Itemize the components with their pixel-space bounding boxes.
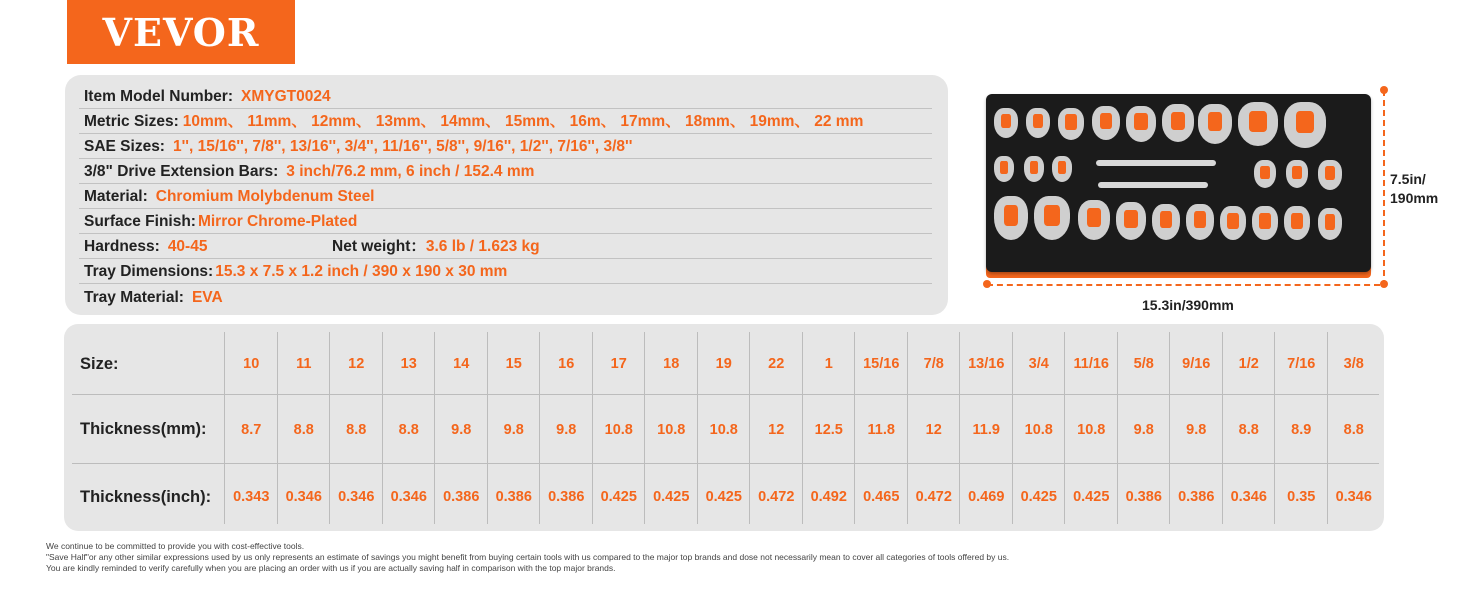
spec-value: 3 inch/76.2 mm, 6 inch / 152.4 mm — [286, 163, 535, 180]
thickness-mm-cell: 10.8 — [657, 422, 686, 438]
extension-bar-icon — [1096, 160, 1216, 166]
net-weight-value: 3.6 lb / 1.623 kg — [425, 238, 540, 255]
wrench-icon — [1026, 108, 1050, 138]
size-thickness-table — [64, 324, 1384, 531]
spec-row-surface-finish — [79, 209, 932, 234]
size-column — [592, 332, 646, 524]
thickness-mm-cell: 8.9 — [1291, 422, 1312, 438]
wrench-icon — [1254, 160, 1276, 188]
spec-value: Mirror Chrome-Plated — [197, 213, 358, 230]
thickness-inch-cell: 0.343 — [233, 489, 270, 505]
wrench-icon — [1024, 156, 1044, 182]
size-cell: 11/16 — [1073, 356, 1109, 372]
size-cell: 7/8 — [923, 356, 944, 372]
size-cell: 15/16 — [863, 356, 900, 372]
wrench-icon — [1186, 204, 1214, 240]
net-weight — [332, 234, 540, 256]
size-cell: 22 — [768, 356, 785, 372]
thickness-mm-cell: 12.5 — [814, 422, 843, 438]
wrench-icon — [1318, 208, 1342, 240]
spec-label: Tray Dimensions: — [84, 263, 214, 280]
thickness-inch-cell: 0.492 — [810, 489, 847, 505]
thickness-inch-cell: 0.425 — [705, 489, 742, 505]
size-column — [959, 332, 1013, 524]
spec-label: 3/8" Drive Extension Bars: — [84, 163, 279, 180]
size-column — [1012, 332, 1066, 524]
size-column — [277, 332, 331, 524]
thickness-inch-cell: 0.346 — [1335, 489, 1372, 505]
thickness-mm-cell: 9.8 — [503, 422, 524, 438]
thickness-inch-cell: 0.386 — [1125, 489, 1162, 505]
wrench-icon — [994, 108, 1018, 138]
spec-row-tray-dimensions — [79, 259, 932, 284]
thickness-mm-cell: 8.8 — [293, 422, 314, 438]
thickness-mm-cell: 8.8 — [398, 422, 419, 438]
spec-row-hardness — [79, 234, 932, 259]
note-line: We continue to be committed to provide you with cost-effective tools. — [46, 541, 305, 551]
thickness-inch-cell: 0.386 — [1178, 489, 1215, 505]
wrench-icon — [1126, 106, 1156, 142]
spec-label: Surface Finish: — [84, 213, 196, 230]
thickness-mm-cell: 10.8 — [1077, 422, 1106, 438]
height-dimension-line — [1383, 90, 1385, 286]
thickness-mm-cell: 8.7 — [241, 422, 262, 438]
thickness-inch-cell: 0.472 — [758, 489, 795, 505]
size-cell: 13/16 — [968, 356, 1005, 372]
size-column — [802, 332, 856, 524]
thickness-mm-cell: 9.8 — [556, 422, 577, 438]
wrench-icon — [1318, 160, 1342, 190]
wrench-icon — [1058, 108, 1084, 140]
size-column — [539, 332, 593, 524]
size-column — [644, 332, 698, 524]
thickness-mm-cell: 9.8 — [451, 422, 472, 438]
thickness-inch-cell: 0.425 — [1073, 489, 1110, 505]
foam-tray — [986, 94, 1371, 272]
width-dimension-line — [987, 284, 1380, 286]
thickness-inch-cell: 0.465 — [863, 489, 900, 505]
thickness-mm-cell: 10.8 — [709, 422, 738, 438]
thickness-mm-cell: 8.8 — [1343, 422, 1364, 438]
height-label — [1390, 170, 1438, 208]
dimension-dot — [983, 280, 991, 288]
thickness-inch-cell: 0.425 — [653, 489, 690, 505]
wrench-icon — [1116, 202, 1146, 240]
thickness-inch-cell: 0.386 — [495, 489, 532, 505]
thickness-inch-cell: 0.386 — [443, 489, 480, 505]
spec-value: Chromium Molybdenum Steel — [155, 188, 375, 205]
wrench-icon — [1252, 206, 1278, 240]
thickness-mm-cell: 8.8 — [1238, 422, 1259, 438]
disclaimer-notes — [46, 541, 1009, 574]
thickness-mm-cell: 8.8 — [346, 422, 367, 438]
size-cell: 11 — [296, 356, 312, 372]
size-cell: 17 — [610, 356, 627, 372]
thickness-mm-cell: 12 — [768, 422, 785, 438]
spec-value: 1'', 15/16'', 7/8'', 13/16'', 3/4'', 11/16'', 5/8'', 9/16'', 1/2'', 7/16'', 3/8'' — [172, 138, 633, 155]
thickness-inch-cell: 0.472 — [915, 489, 952, 505]
wrench-icon — [1078, 200, 1110, 240]
wrench-icon — [1034, 196, 1070, 240]
wrench-icon — [1220, 206, 1246, 240]
thickness-mm-cell: 9.8 — [1133, 422, 1154, 438]
thickness-inch-cell: 0.346 — [338, 489, 375, 505]
size-column — [1064, 332, 1118, 524]
wrench-icon — [1052, 156, 1072, 182]
size-cell: 15 — [505, 356, 522, 372]
size-column — [434, 332, 488, 524]
size-cell: 16 — [558, 356, 575, 372]
size-cell: 1/2 — [1238, 356, 1259, 372]
spec-label: SAE Sizes: — [84, 138, 165, 155]
size-cell: 3/4 — [1028, 356, 1049, 372]
size-column — [224, 332, 278, 524]
spec-label: Tray Material: — [84, 289, 184, 306]
spec-label: Metric Sizes: — [84, 113, 179, 130]
spec-label: Item Model Number: — [84, 88, 233, 105]
thickness-inch-cell: 0.346 — [390, 489, 427, 505]
wrench-icon — [1198, 104, 1232, 144]
size-column — [1117, 332, 1171, 524]
dimension-dot — [1380, 86, 1388, 94]
size-column — [329, 332, 383, 524]
size-column — [907, 332, 961, 524]
spec-row-extension-bars — [79, 159, 932, 184]
size-cell: 14 — [453, 356, 470, 372]
wrench-icon — [994, 156, 1014, 182]
spec-value: 10mm、 11mm、 12mm、 13mm、 14mm、 15mm、 16m、 17mm、 18mm、 19mm、 22 mm — [182, 113, 864, 130]
size-column — [1222, 332, 1276, 524]
spec-row-tray-material — [79, 284, 932, 309]
thickness-inch-cell: 0.35 — [1287, 489, 1316, 505]
spec-value: 15.3 x 7.5 x 1.2 inch / 390 x 190 x 30 mm — [215, 263, 508, 280]
note-line: You are kindly reminded to verify carefully when you are placing an order with us if you are actually saving half in comparison with the top major brands. — [46, 563, 616, 573]
spec-value: 40-45 — [167, 238, 208, 255]
spec-row-metric — [79, 109, 932, 134]
size-cell: 19 — [715, 356, 732, 372]
size-column — [697, 332, 751, 524]
size-cell: 13 — [400, 356, 417, 372]
tray-product-image — [975, 82, 1455, 322]
size-cell: 10 — [243, 356, 260, 372]
thickness-inch-cell: 0.346 — [285, 489, 322, 505]
thickness-mm-cell: 10.8 — [604, 422, 633, 438]
thickness-inch-cell: 0.386 — [548, 489, 585, 505]
size-column — [854, 332, 908, 524]
dimension-dot — [1380, 280, 1388, 288]
spec-row-model — [79, 84, 932, 109]
spec-value: EVA — [191, 289, 223, 306]
wrench-icon — [1162, 104, 1194, 142]
thickness-inch-cell: 0.346 — [1230, 489, 1267, 505]
spec-row-sae — [79, 134, 932, 159]
extension-bar-icon — [1098, 182, 1208, 188]
wrench-icon — [1284, 206, 1310, 240]
logo-text: VEVOR — [102, 9, 260, 55]
size-column — [1327, 332, 1381, 524]
thickness-mm-row-label: Thickness(mm): — [80, 420, 207, 438]
height-label-line-1: 7.5in/ — [1390, 171, 1426, 187]
spec-label: Hardness: — [84, 238, 160, 255]
thickness-mm-cell: 9.8 — [1186, 422, 1207, 438]
size-row-label: Size: — [80, 355, 119, 373]
spec-value: XMYGT0024 — [240, 88, 331, 105]
vevor-logo — [67, 0, 295, 64]
thickness-inch-cell: 0.425 — [600, 489, 637, 505]
size-cell: 5/8 — [1133, 356, 1154, 372]
size-column — [1169, 332, 1223, 524]
width-label: 15.3in/390mm — [1142, 297, 1234, 313]
wrench-icon — [1092, 106, 1120, 140]
size-column — [749, 332, 803, 524]
size-cell: 12 — [348, 356, 365, 372]
wrench-icon — [1238, 102, 1278, 146]
thickness-inch-cell: 0.469 — [968, 489, 1005, 505]
net-weight-label: Net weight： — [332, 238, 426, 255]
thickness-mm-cell: 11.8 — [867, 422, 895, 438]
wrench-icon — [994, 196, 1028, 240]
wrench-icon — [1286, 160, 1308, 188]
wrench-icon — [1284, 102, 1326, 148]
size-column — [487, 332, 541, 524]
wrench-icon — [1152, 204, 1180, 240]
height-label-line-2: 190mm — [1390, 190, 1439, 206]
size-column — [1274, 332, 1328, 524]
note-line: "Save Half"or any other similar expressions used by us only represents an estimate of savings you might benefit from buying certain tools with us compared to the major top brands and dose not necessarily mean to cover all categories of tools offered by us. — [46, 552, 1010, 562]
size-cell: 9/16 — [1182, 356, 1211, 372]
size-cell: 3/8 — [1343, 356, 1364, 372]
thickness-mm-cell: 12 — [925, 422, 942, 438]
spec-row-material — [79, 184, 932, 209]
thickness-inch-row-label: Thickness(inch): — [80, 488, 212, 506]
size-cell: 7/16 — [1287, 356, 1316, 372]
thickness-mm-cell: 10.8 — [1024, 422, 1053, 438]
size-cell: 1 — [824, 356, 833, 372]
thickness-inch-cell: 0.425 — [1020, 489, 1057, 505]
size-column — [382, 332, 436, 524]
spec-label: Material: — [84, 188, 148, 205]
size-cell: 18 — [663, 356, 680, 372]
thickness-mm-cell: 11.9 — [972, 422, 1000, 438]
spec-panel — [65, 75, 948, 315]
